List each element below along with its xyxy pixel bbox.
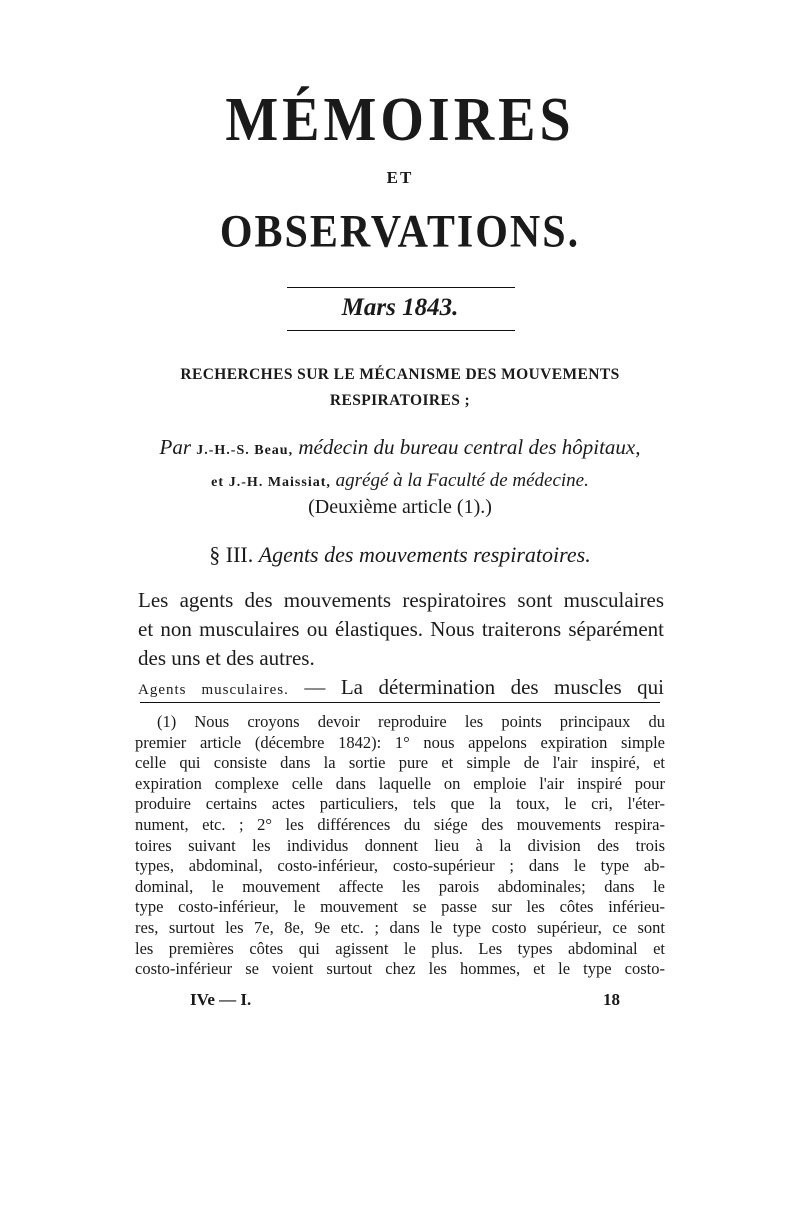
issue-date: Mars 1843. bbox=[341, 294, 459, 321]
top-rule bbox=[287, 287, 515, 288]
footnote-line: produire certains actes particuliers, tels que la toux, le cri, l'éter- bbox=[135, 794, 665, 814]
author2-prefix: et bbox=[211, 475, 225, 490]
body-line: Les agents des mouvements respiratoires sont musculaires bbox=[138, 588, 664, 612]
section-title: Agents des mouvements respiratoires. bbox=[258, 542, 591, 567]
footnote-line: nument, etc. ; 2° les différences du siége des mouvements respira- bbox=[135, 814, 665, 834]
footnote-line: les premières côtes qui agissent le plus. Les types abdominal et bbox=[135, 938, 665, 958]
section-heading bbox=[0, 542, 800, 568]
body-line-text: — La détermination des muscles qui bbox=[304, 675, 665, 699]
author2-name: J.-H. Maissiat, bbox=[228, 475, 331, 490]
authors-block bbox=[110, 432, 690, 498]
author1-name: J.-H.-S. Beau, bbox=[196, 443, 294, 458]
title-observations: OBSERVATIONS. bbox=[219, 206, 581, 258]
bottom-rule bbox=[287, 330, 515, 331]
author1-prefix: Par bbox=[159, 435, 191, 459]
footnote-rule bbox=[140, 702, 660, 703]
footnote bbox=[135, 712, 665, 980]
footnote-line: celle qui consiste dans la sortie pure et simple de l'air inspiré, et bbox=[135, 753, 665, 773]
footnote-line: types, abdominal, costo-inférieur, costo-supérieur ; dans le type ab- bbox=[135, 856, 665, 876]
footnote-line: costo-inférieur se voient surtout chez les hommes, et le type costo- bbox=[135, 959, 665, 979]
body-line: des uns et des autres. bbox=[138, 646, 315, 670]
footnote-line: premier article (décembre 1842): 1° nous appelons expiration simple bbox=[135, 732, 665, 752]
footnote-line: dominal, le mouvement affecte les parois abdominales; dans le bbox=[135, 876, 665, 896]
article-heading-line2: RESPIRATOIRES ; bbox=[329, 392, 471, 409]
signature-mark: IVe — I. bbox=[190, 990, 252, 1009]
section-number: § III. bbox=[209, 542, 254, 567]
footnote-line: type costo-inférieur, le mouvement se passe sur les côtes inférieu- bbox=[135, 897, 665, 917]
body-label: Agents musculaires. bbox=[138, 682, 289, 698]
body-text bbox=[138, 586, 664, 705]
title-memoires: MÉMOIRES bbox=[225, 85, 575, 155]
article-part: (Deuxième article (1).) bbox=[308, 496, 492, 518]
footnote-line: toires suivant les individus donnent lieu à la division des trois bbox=[135, 835, 665, 855]
footnote-line: expiration complexe celle dans laquelle on emploie l'air inspiré pour bbox=[135, 773, 665, 793]
article-heading-line1: RECHERCHES SUR LE MÉCANISME DES MOUVEMENTS bbox=[180, 366, 620, 383]
body-line: et non musculaires ou élastiques. Nous traiterons séparément bbox=[138, 617, 664, 641]
author1-role: médecin du bureau central des hôpitaux, bbox=[298, 435, 641, 459]
body-line bbox=[138, 673, 664, 705]
footnote-line: (1) Nous croyons devoir reproduire les points principaux du bbox=[157, 712, 665, 731]
author2-role: agrégé à la Faculté de médecine. bbox=[335, 470, 589, 491]
title-conjunction: ET bbox=[386, 168, 414, 187]
article-heading bbox=[150, 362, 650, 414]
footnote-line: res, surtout les 7e, 8e, 9e etc. ; dans le type costo supérieur, ce sont bbox=[135, 917, 665, 937]
sheet-number: 18 bbox=[603, 990, 620, 1009]
